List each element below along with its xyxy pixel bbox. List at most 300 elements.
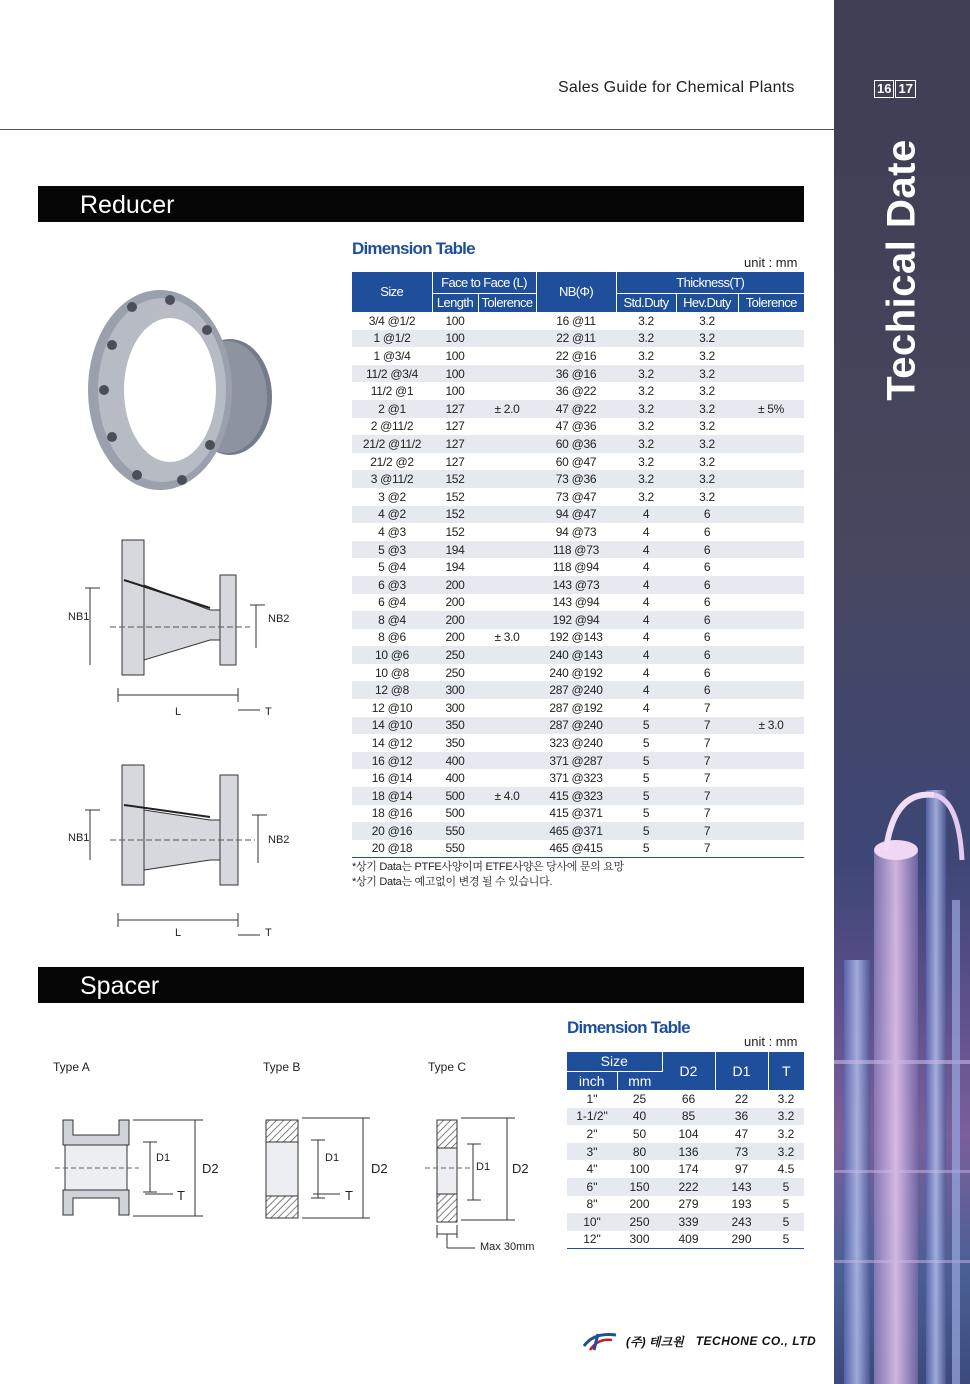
cell-t: 4.5 bbox=[768, 1160, 804, 1178]
type-a-d1: D1 bbox=[156, 1152, 171, 1164]
table-row bbox=[352, 347, 804, 365]
cell-d1: 73 bbox=[715, 1143, 768, 1161]
reducer-drawing-2 bbox=[60, 755, 320, 955]
cell-tol bbox=[478, 611, 536, 629]
cell-std: 3.2 bbox=[616, 382, 676, 400]
cell-hev: 6 bbox=[676, 541, 738, 559]
sidebar bbox=[834, 0, 970, 1384]
cell-d1: 47 bbox=[715, 1125, 768, 1143]
cell-tol bbox=[478, 576, 536, 594]
cell-mm: 150 bbox=[617, 1178, 662, 1196]
cell-std: 3.2 bbox=[616, 365, 676, 383]
cell-size: 5 @3 bbox=[352, 541, 432, 559]
cell-hev: 7 bbox=[676, 787, 738, 805]
cell-tol2 bbox=[738, 382, 804, 400]
col-face-to-face: Face to Face (L) bbox=[432, 272, 536, 293]
cell-length: 100 bbox=[432, 347, 478, 365]
table-row bbox=[567, 1213, 804, 1231]
cell-d2: 222 bbox=[662, 1178, 715, 1196]
type-b-d2: D2 bbox=[371, 1161, 388, 1176]
cell-length: 300 bbox=[432, 681, 478, 699]
cell-hev: 7 bbox=[676, 769, 738, 787]
cell-tol2 bbox=[738, 347, 804, 365]
table-row bbox=[352, 787, 804, 805]
cell-std: 4 bbox=[616, 594, 676, 612]
cell-length: 127 bbox=[432, 400, 478, 418]
type-b-label: Type B bbox=[263, 1060, 301, 1074]
col-spacer-mm: mm bbox=[617, 1071, 662, 1090]
cell-tol2 bbox=[738, 734, 804, 752]
l-label: L bbox=[175, 706, 182, 718]
cell-tol2 bbox=[738, 488, 804, 506]
cell-std: 3.2 bbox=[616, 453, 676, 471]
cell-std: 5 bbox=[616, 840, 676, 858]
col-spacer-t: T bbox=[768, 1052, 804, 1090]
cell-std: 5 bbox=[616, 787, 676, 805]
header-title: Sales Guide for Chemical Plants bbox=[558, 79, 795, 96]
cell-size: 1 @3/4 bbox=[352, 347, 432, 365]
cell-tol2 bbox=[738, 787, 804, 805]
spacer-section-bar bbox=[38, 967, 804, 1003]
cell-tol bbox=[478, 594, 536, 612]
cell-nb: 143 @94 bbox=[536, 594, 616, 612]
cell-length: 194 bbox=[432, 558, 478, 576]
table-row bbox=[352, 453, 804, 471]
table-row bbox=[352, 805, 804, 823]
cell-size: 12 @8 bbox=[352, 681, 432, 699]
cell-nb: 47 @36 bbox=[536, 418, 616, 436]
cell-nb: 73 @47 bbox=[536, 488, 616, 506]
cell-tol bbox=[478, 382, 536, 400]
cell-length: 194 bbox=[432, 541, 478, 559]
cell-tol2 bbox=[738, 769, 804, 787]
cell-nb: 60 @36 bbox=[536, 435, 616, 453]
techone-logo-icon bbox=[580, 1330, 620, 1352]
cell-inch: 10" bbox=[567, 1213, 617, 1231]
cell-tol bbox=[478, 470, 536, 488]
cell-std: 5 bbox=[616, 769, 676, 787]
cell-length: 550 bbox=[432, 822, 478, 840]
cell-std: 4 bbox=[616, 558, 676, 576]
cell-tol2 bbox=[738, 594, 804, 612]
cell-tol bbox=[478, 453, 536, 471]
reducer-dimension-table bbox=[352, 272, 804, 858]
table-row bbox=[352, 611, 804, 629]
cell-length: 152 bbox=[432, 523, 478, 541]
cell-hev: 3.2 bbox=[676, 453, 738, 471]
cell-tol bbox=[478, 699, 536, 717]
cell-hev: 7 bbox=[676, 699, 738, 717]
cell-size: 4 @3 bbox=[352, 523, 432, 541]
cell-nb: 143 @73 bbox=[536, 576, 616, 594]
cell-hev: 6 bbox=[676, 558, 738, 576]
cell-tol2 bbox=[738, 681, 804, 699]
cell-length: 200 bbox=[432, 594, 478, 612]
table-row bbox=[352, 312, 804, 330]
type-a-label: Type A bbox=[53, 1060, 90, 1074]
cell-tol2 bbox=[738, 611, 804, 629]
cell-tol2 bbox=[738, 365, 804, 383]
cell-size: 2 @11/2 bbox=[352, 418, 432, 436]
cell-nb: 240 @192 bbox=[536, 664, 616, 682]
cell-t: 5 bbox=[768, 1178, 804, 1196]
spacer-dimension-title: Dimension Table bbox=[567, 1018, 690, 1037]
t-label-2: T bbox=[265, 927, 272, 939]
cell-tol2: ± 5% bbox=[738, 400, 804, 418]
cell-std: 4 bbox=[616, 646, 676, 664]
cell-tol bbox=[478, 418, 536, 436]
type-a-d2: D2 bbox=[202, 1161, 219, 1176]
cell-nb: 47 @22 bbox=[536, 400, 616, 418]
type-b-d1: D1 bbox=[325, 1152, 340, 1164]
cell-std: 4 bbox=[616, 576, 676, 594]
cell-size: 18 @14 bbox=[352, 787, 432, 805]
cell-mm: 250 bbox=[617, 1213, 662, 1231]
cell-inch: 1" bbox=[567, 1090, 617, 1108]
cell-size: 10 @8 bbox=[352, 664, 432, 682]
cell-tol: ± 4.0 bbox=[478, 787, 536, 805]
type-b-t: T bbox=[345, 1188, 353, 1203]
cell-length: 152 bbox=[432, 470, 478, 488]
col-tolerence-2: Tolerence bbox=[738, 293, 804, 312]
cell-std: 3.2 bbox=[616, 400, 676, 418]
cell-hev: 6 bbox=[676, 506, 738, 524]
cell-mm: 300 bbox=[617, 1231, 662, 1249]
cell-nb: 371 @287 bbox=[536, 752, 616, 770]
cell-hev: 3.2 bbox=[676, 365, 738, 383]
reducer-drawing-1 bbox=[60, 530, 320, 730]
cell-hev: 7 bbox=[676, 752, 738, 770]
cell-size: 21/2 @11/2 bbox=[352, 435, 432, 453]
cell-tol bbox=[478, 506, 536, 524]
cell-nb: 240 @143 bbox=[536, 646, 616, 664]
cell-size: 5 @4 bbox=[352, 558, 432, 576]
spacer-dimension-table bbox=[567, 1052, 804, 1249]
cell-tol2 bbox=[738, 470, 804, 488]
cell-size: 21/2 @2 bbox=[352, 453, 432, 471]
cell-tol bbox=[478, 822, 536, 840]
cell-tol2 bbox=[738, 435, 804, 453]
col-spacer-d1: D1 bbox=[715, 1052, 768, 1090]
table-row bbox=[352, 769, 804, 787]
cell-tol bbox=[478, 805, 536, 823]
cell-tol2 bbox=[738, 664, 804, 682]
cell-nb: 287 @192 bbox=[536, 699, 616, 717]
cell-length: 100 bbox=[432, 330, 478, 348]
table-row bbox=[352, 435, 804, 453]
cell-tol2 bbox=[738, 558, 804, 576]
cell-length: 400 bbox=[432, 769, 478, 787]
cell-tol bbox=[478, 541, 536, 559]
cell-hev: 3.2 bbox=[676, 470, 738, 488]
cell-std: 3.2 bbox=[616, 470, 676, 488]
cell-size: 20 @16 bbox=[352, 822, 432, 840]
cell-nb: 16 @11 bbox=[536, 312, 616, 330]
table-row bbox=[352, 400, 804, 418]
table-row bbox=[352, 488, 804, 506]
cell-tol2 bbox=[738, 699, 804, 717]
cell-d1: 243 bbox=[715, 1213, 768, 1231]
type-a-t: T bbox=[177, 1188, 185, 1203]
cell-t: 3.2 bbox=[768, 1125, 804, 1143]
cell-t: 3.2 bbox=[768, 1090, 804, 1108]
cell-inch: 3" bbox=[567, 1143, 617, 1161]
cell-length: 127 bbox=[432, 453, 478, 471]
cell-tol2 bbox=[738, 840, 804, 858]
cell-nb: 94 @73 bbox=[536, 523, 616, 541]
cell-d1: 36 bbox=[715, 1108, 768, 1126]
cell-std: 4 bbox=[616, 506, 676, 524]
col-tolerence: Tolerence bbox=[478, 293, 536, 312]
table-row bbox=[352, 699, 804, 717]
footer bbox=[580, 1330, 816, 1352]
cell-tol bbox=[478, 558, 536, 576]
cell-d2: 136 bbox=[662, 1143, 715, 1161]
cell-hev: 3.2 bbox=[676, 435, 738, 453]
cell-length: 250 bbox=[432, 646, 478, 664]
cell-length: 550 bbox=[432, 840, 478, 858]
footer-company-kr: (주) 테크원 bbox=[626, 1334, 684, 1349]
t-label: T bbox=[265, 706, 272, 718]
cell-hev: 6 bbox=[676, 611, 738, 629]
table-row bbox=[352, 734, 804, 752]
cell-length: 500 bbox=[432, 787, 478, 805]
cell-hev: 3.2 bbox=[676, 347, 738, 365]
page-numbers bbox=[874, 80, 917, 98]
table-row bbox=[352, 382, 804, 400]
cell-hev: 3.2 bbox=[676, 418, 738, 436]
cell-size: 6 @3 bbox=[352, 576, 432, 594]
table-row bbox=[352, 594, 804, 612]
table-row bbox=[567, 1196, 804, 1214]
cell-tol2 bbox=[738, 330, 804, 348]
cell-hev: 7 bbox=[676, 805, 738, 823]
nb1-label-2: NB1 bbox=[68, 832, 90, 844]
cell-std: 3.2 bbox=[616, 330, 676, 348]
table-row bbox=[352, 523, 804, 541]
cell-tol2 bbox=[738, 418, 804, 436]
cell-inch: 6" bbox=[567, 1178, 617, 1196]
cell-tol bbox=[478, 488, 536, 506]
table-row bbox=[567, 1108, 804, 1126]
cell-size: 14 @12 bbox=[352, 734, 432, 752]
cell-hev: 6 bbox=[676, 594, 738, 612]
cell-inch: 1-1/2" bbox=[567, 1108, 617, 1126]
col-spacer-inch: inch bbox=[567, 1071, 617, 1090]
cell-tol bbox=[478, 681, 536, 699]
table-row bbox=[352, 717, 804, 735]
cell-std: 3.2 bbox=[616, 312, 676, 330]
cell-tol bbox=[478, 347, 536, 365]
reducer-photo bbox=[82, 285, 282, 495]
cell-size: 8 @6 bbox=[352, 629, 432, 647]
cell-d2: 279 bbox=[662, 1196, 715, 1214]
cell-tol2 bbox=[738, 629, 804, 647]
cell-inch: 8" bbox=[567, 1196, 617, 1214]
cell-tol bbox=[478, 435, 536, 453]
cell-tol2: ± 3.0 bbox=[738, 717, 804, 735]
header-divider bbox=[0, 129, 835, 130]
cell-tol2 bbox=[738, 523, 804, 541]
col-length: Length bbox=[432, 293, 478, 312]
cell-tol bbox=[478, 664, 536, 682]
cell-hev: 7 bbox=[676, 822, 738, 840]
cell-d2: 85 bbox=[662, 1108, 715, 1126]
cell-hev: 3.2 bbox=[676, 330, 738, 348]
cell-std: 4 bbox=[616, 523, 676, 541]
cell-tol bbox=[478, 330, 536, 348]
cell-d1: 143 bbox=[715, 1178, 768, 1196]
cell-mm: 25 bbox=[617, 1090, 662, 1108]
cell-t: 3.2 bbox=[768, 1143, 804, 1161]
table-row bbox=[567, 1090, 804, 1108]
col-std-duty: Std.Duty bbox=[616, 293, 676, 312]
col-size: Size bbox=[352, 272, 432, 312]
reducer-section-bar bbox=[38, 186, 804, 222]
note-2: *상기 Data는 예고없이 변경 될 수 있습니다. bbox=[352, 876, 553, 888]
table-row bbox=[352, 330, 804, 348]
spacer-unit: unit : mm bbox=[744, 1034, 798, 1049]
reducer-section-title: Reducer bbox=[80, 191, 175, 219]
cell-nb: 415 @323 bbox=[536, 787, 616, 805]
cell-std: 4 bbox=[616, 629, 676, 647]
cell-tol: ± 3.0 bbox=[478, 629, 536, 647]
cell-size: 1 @1/2 bbox=[352, 330, 432, 348]
cell-nb: 371 @323 bbox=[536, 769, 616, 787]
table-row bbox=[352, 752, 804, 770]
cell-length: 400 bbox=[432, 752, 478, 770]
col-spacer-d2: D2 bbox=[662, 1052, 715, 1090]
cell-d2: 339 bbox=[662, 1213, 715, 1231]
col-thickness: Thickness(T) bbox=[616, 272, 804, 293]
cell-std: 3.2 bbox=[616, 347, 676, 365]
cell-t: 5 bbox=[768, 1196, 804, 1214]
cell-mm: 200 bbox=[617, 1196, 662, 1214]
cell-tol bbox=[478, 769, 536, 787]
cell-std: 3.2 bbox=[616, 488, 676, 506]
page-number-right: 17 bbox=[895, 80, 915, 98]
cell-tol: ± 2.0 bbox=[478, 400, 536, 418]
col-hev-duty: Hev.Duty bbox=[676, 293, 738, 312]
cell-length: 200 bbox=[432, 629, 478, 647]
cell-std: 4 bbox=[616, 541, 676, 559]
cell-length: 100 bbox=[432, 365, 478, 383]
type-c-drawing bbox=[425, 1110, 565, 1260]
table-row bbox=[352, 418, 804, 436]
cell-tol2 bbox=[738, 541, 804, 559]
spacer-section-title: Spacer bbox=[80, 972, 160, 1000]
cell-nb: 465 @415 bbox=[536, 840, 616, 858]
cell-nb: 118 @73 bbox=[536, 541, 616, 559]
table-row bbox=[567, 1125, 804, 1143]
cell-tol bbox=[478, 312, 536, 330]
table-row bbox=[352, 541, 804, 559]
cell-nb: 22 @16 bbox=[536, 347, 616, 365]
cell-t: 3.2 bbox=[768, 1108, 804, 1126]
cell-length: 200 bbox=[432, 611, 478, 629]
table-row bbox=[352, 558, 804, 576]
nb1-label: NB1 bbox=[68, 611, 90, 623]
cell-d1: 290 bbox=[715, 1231, 768, 1249]
cell-nb: 60 @47 bbox=[536, 453, 616, 471]
cell-d1: 22 bbox=[715, 1090, 768, 1108]
cell-std: 3.2 bbox=[616, 418, 676, 436]
cell-size: 14 @10 bbox=[352, 717, 432, 735]
table-row bbox=[567, 1231, 804, 1249]
cell-hev: 6 bbox=[676, 629, 738, 647]
cell-tol2 bbox=[738, 312, 804, 330]
type-c-label: Type C bbox=[428, 1060, 467, 1074]
cell-d2: 174 bbox=[662, 1160, 715, 1178]
cell-std: 5 bbox=[616, 717, 676, 735]
cell-length: 300 bbox=[432, 699, 478, 717]
cell-mm: 40 bbox=[617, 1108, 662, 1126]
cell-size: 16 @14 bbox=[352, 769, 432, 787]
cell-length: 127 bbox=[432, 435, 478, 453]
cell-length: 350 bbox=[432, 717, 478, 735]
col-spacer-size: Size bbox=[567, 1052, 662, 1071]
cell-d1: 193 bbox=[715, 1196, 768, 1214]
cell-inch: 4" bbox=[567, 1160, 617, 1178]
reducer-dimension-title: Dimension Table bbox=[352, 239, 475, 258]
cell-tol bbox=[478, 734, 536, 752]
reducer-notes bbox=[352, 860, 624, 890]
cell-hev: 7 bbox=[676, 734, 738, 752]
cell-size: 3/4 @1/2 bbox=[352, 312, 432, 330]
cell-length: 250 bbox=[432, 664, 478, 682]
cell-nb: 465 @371 bbox=[536, 822, 616, 840]
cell-inch: 12" bbox=[567, 1231, 617, 1249]
cell-nb: 73 @36 bbox=[536, 470, 616, 488]
cell-tol2 bbox=[738, 805, 804, 823]
table-row bbox=[352, 365, 804, 383]
table-row bbox=[567, 1160, 804, 1178]
cell-size: 11/2 @3/4 bbox=[352, 365, 432, 383]
cell-nb: 36 @16 bbox=[536, 365, 616, 383]
cell-std: 4 bbox=[616, 611, 676, 629]
cell-d2: 104 bbox=[662, 1125, 715, 1143]
cell-length: 152 bbox=[432, 506, 478, 524]
reducer-unit: unit : mm bbox=[744, 255, 798, 270]
plant-illustration bbox=[834, 700, 970, 1384]
cell-tol2 bbox=[738, 506, 804, 524]
cell-nb: 94 @47 bbox=[536, 506, 616, 524]
table-row bbox=[567, 1143, 804, 1161]
note-1: *상기 Data는 PTFE사양이며 ETFE사양은 당사에 문의 요망 bbox=[352, 861, 624, 873]
cell-std: 5 bbox=[616, 752, 676, 770]
cell-size: 6 @4 bbox=[352, 594, 432, 612]
cell-mm: 80 bbox=[617, 1143, 662, 1161]
table-row bbox=[352, 664, 804, 682]
cell-size: 16 @12 bbox=[352, 752, 432, 770]
table-row bbox=[352, 840, 804, 858]
page-number-left: 16 bbox=[874, 80, 894, 98]
cell-size: 18 @16 bbox=[352, 805, 432, 823]
table-row bbox=[352, 576, 804, 594]
l-label-2: L bbox=[175, 927, 182, 939]
table-row bbox=[352, 629, 804, 647]
cell-size: 10 @6 bbox=[352, 646, 432, 664]
type-c-d2: D2 bbox=[512, 1161, 529, 1176]
cell-nb: 287 @240 bbox=[536, 717, 616, 735]
cell-hev: 6 bbox=[676, 681, 738, 699]
cell-size: 11/2 @1 bbox=[352, 382, 432, 400]
cell-nb: 192 @94 bbox=[536, 611, 616, 629]
cell-length: 100 bbox=[432, 382, 478, 400]
cell-hev: 6 bbox=[676, 646, 738, 664]
cell-hev: 7 bbox=[676, 717, 738, 735]
cell-hev: 3.2 bbox=[676, 488, 738, 506]
